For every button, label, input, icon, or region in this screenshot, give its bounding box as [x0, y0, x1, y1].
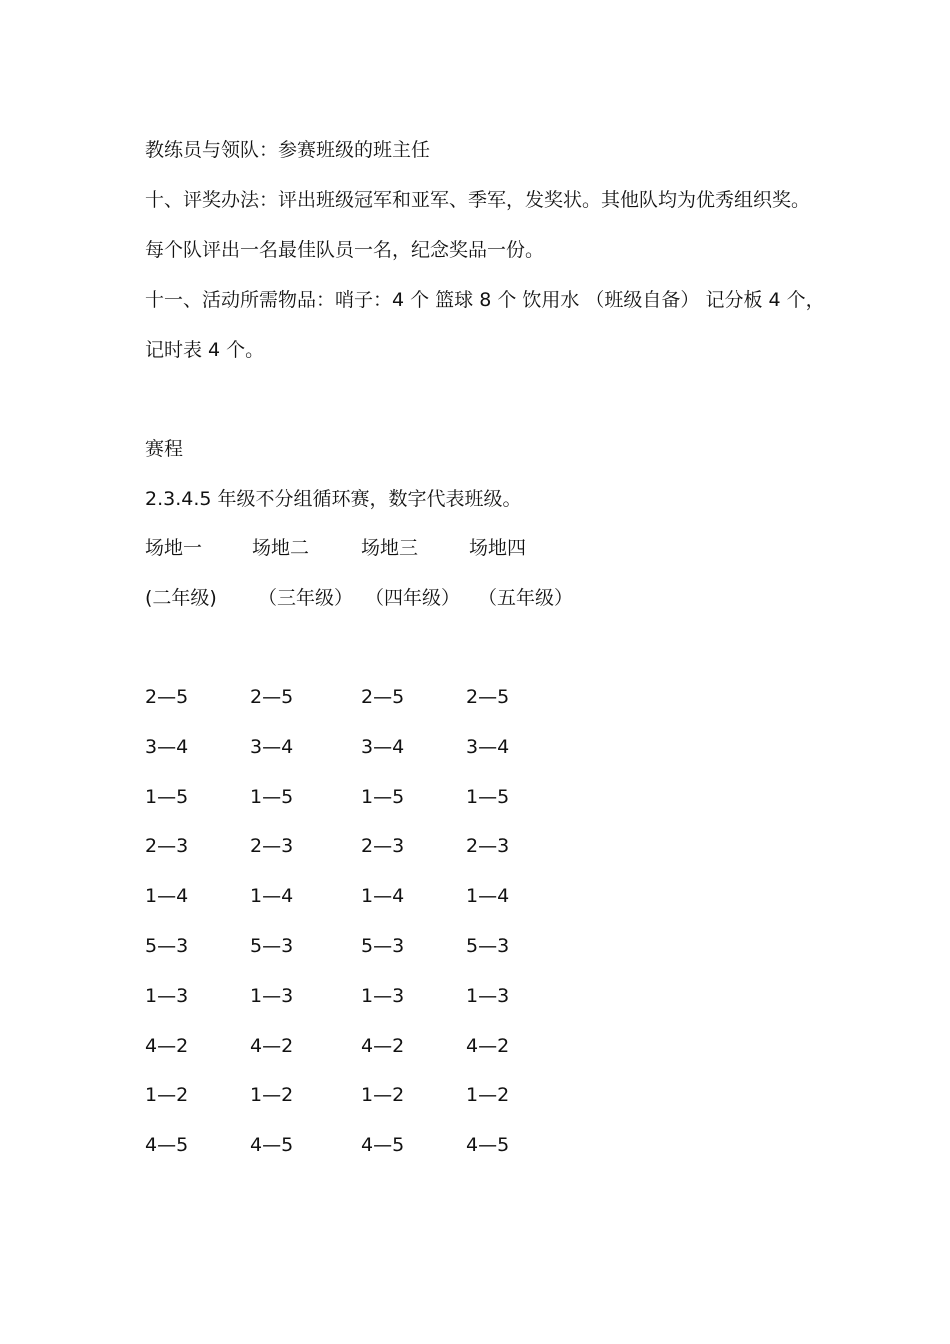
match-cell: 2—3: [361, 835, 405, 857]
match-cell: 1—2: [361, 1084, 405, 1106]
match-cell: 4—5: [466, 1134, 510, 1156]
paragraph-awards: 十、评奖办法：评出班级冠军和亚军、季军，发奖状。其他队均为优秀组织奖。: [145, 189, 811, 211]
match-cell: 1—5: [250, 786, 294, 808]
venue-4: 场地四: [469, 537, 527, 559]
match-cell: 2—5: [250, 686, 294, 708]
match-cell: 4—5: [250, 1134, 294, 1156]
match-cell: 2—3: [250, 835, 294, 857]
match-cell: 3—4: [145, 736, 189, 758]
schedule-description: 2.3.4.5 年级不分组循环赛，数字代表班级。: [145, 488, 522, 510]
match-cell: 1—3: [250, 985, 294, 1007]
match-cell: 2—5: [466, 686, 510, 708]
match-cell: 2—3: [466, 835, 510, 857]
match-cell: 1—3: [361, 985, 405, 1007]
match-cell: 4—2: [466, 1035, 510, 1057]
match-cell: 1—5: [145, 786, 189, 808]
match-cell: 3—4: [250, 736, 294, 758]
match-cell: 2—3: [145, 835, 189, 857]
match-cell: 4—2: [250, 1035, 294, 1057]
match-cell: 4—2: [145, 1035, 189, 1057]
match-cell: 2—5: [145, 686, 189, 708]
match-cell: 5—3: [466, 935, 510, 957]
match-cell: 1—3: [466, 985, 510, 1007]
venue-1: 场地一: [145, 537, 203, 559]
match-cell: 3—4: [466, 736, 510, 758]
match-cell: 1—4: [466, 885, 510, 907]
schedule-title: 赛程: [145, 438, 184, 460]
match-cell: 1—2: [250, 1084, 294, 1106]
grade-4: （五年级）: [478, 587, 574, 609]
paragraph-coaches: 教练员与领队：参赛班级的班主任: [145, 139, 431, 161]
match-cell: 3—4: [361, 736, 405, 758]
venue-3: 场地三: [361, 537, 419, 559]
paragraph-supplies-cont: 记时表 4 个。: [145, 339, 265, 361]
match-cell: 2—5: [361, 686, 405, 708]
match-cell: 1—4: [145, 885, 189, 907]
grade-1: (二年级): [145, 587, 217, 609]
match-cell: 1—4: [361, 885, 405, 907]
match-cell: 1—5: [361, 786, 405, 808]
grade-2: （三年级）: [258, 587, 354, 609]
match-cell: 4—5: [361, 1134, 405, 1156]
match-cell: 5—3: [250, 935, 294, 957]
match-cell: 1—2: [466, 1084, 510, 1106]
venue-2: 场地二: [252, 537, 310, 559]
match-cell: 4—2: [361, 1035, 405, 1057]
match-cell: 5—3: [361, 935, 405, 957]
match-cell: 4—5: [145, 1134, 189, 1156]
match-cell: 1—4: [250, 885, 294, 907]
paragraph-best-player: 每个队评出一名最佳队员一名，纪念奖品一份。: [145, 239, 545, 261]
match-cell: 5—3: [145, 935, 189, 957]
match-cell: 1—3: [145, 985, 189, 1007]
grade-3: （四年级）: [365, 587, 461, 609]
match-cell: 1—2: [145, 1084, 189, 1106]
paragraph-supplies: 十一、活动所需物品：哨子：4 个 篮球 8 个 饮用水 （班级自备） 记分板 4 个，: [145, 289, 825, 311]
match-cell: 1—5: [466, 786, 510, 808]
